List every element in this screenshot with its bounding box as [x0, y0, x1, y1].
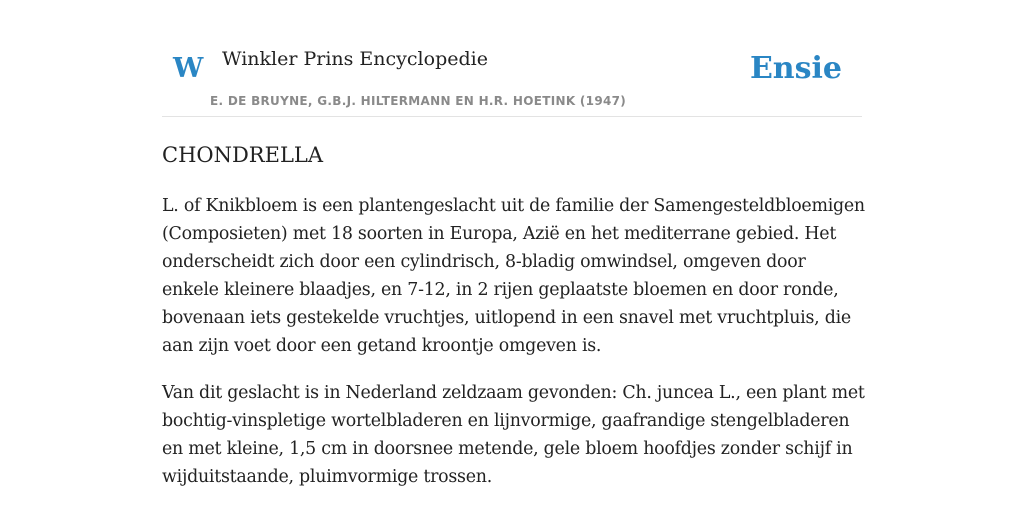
article-paragraph: L. of Knikbloem is een plantengeslacht uit de familie der Samengesteldbloemigen (Composieten) met 18 soorten in Europa, Azië en het mediterrane gebied. Het onderscheidt zich door een cylindrisch, 8-bladig omwindsel, omgeven door enkele kleinere blaadjes, en 7-12, in 2 rijen geplaatste bloemen en door ronde, bovenaan iets gestekelde vruchtjes, uitlopend in een snavel met vruchtpluis, die aan zijn voet door een getand kroontje omgeven is.	[162, 196, 865, 356]
publication-title[interactable]: Winkler Prins Encyclopedie	[222, 48, 488, 70]
publication-authors: E. DE BRUYNE, G.B.J. HILTERMANN EN H.R. HOETINK (1947)	[210, 94, 627, 108]
entry-title: CHONDRELLA	[162, 143, 324, 167]
brand-logo[interactable]: Ensie	[749, 51, 842, 86]
header	[162, 0, 862, 117]
publication-logo[interactable]: W	[173, 53, 204, 84]
article-paragraph: Van dit geslacht is in Nederland zeldzaam gevonden: Ch. juncea L., een plant met bochtig-vinspletige wortelbladeren en lijnvormige, gaafrandige stengelbladeren en met kleine, 1,5 cm in doorsnee metende, gele bloem hoofdjes zonder schijf in wijduitstaande, pluimvormige trossen.	[162, 383, 865, 487]
page	[162, 0, 865, 512]
